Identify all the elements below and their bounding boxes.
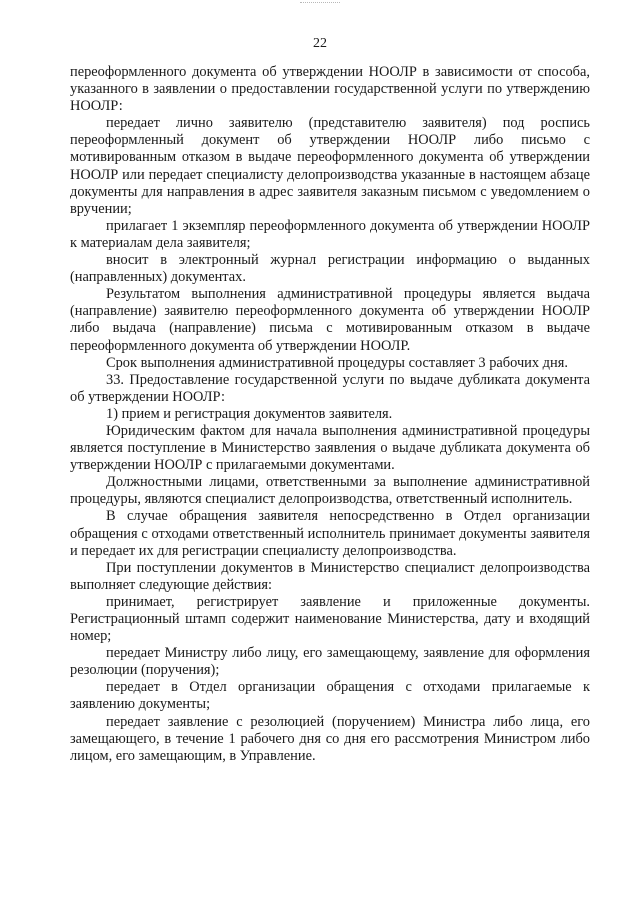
paragraph: передает Министру либо лицу, его замещающему, заявление для оформления резолюции (поручения); [70, 645, 590, 679]
section-heading-paragraph: 33. Предоставление государственной услуги по выдаче дубликата документа об утверждении НООЛР: [70, 371, 590, 405]
paragraph: Срок выполнения административной процедуры составляет 3 рабочих дня. [106, 354, 568, 371]
paragraph: В случае обращения заявителя непосредственно в Отдел организации обращения с отходами ответственный исполнитель принимает документы заявителя и передает их для регистрации специалисту делопроизводства. [70, 508, 590, 559]
document-body [70, 64, 590, 765]
scan-artifact [300, 2, 340, 5]
paragraph: передает заявление с резолюцией (поручением) Министра либо лица, его замещающего, в течение 1 рабочего дня со дня его рассмотрения Министром либо лицом, его замещающим, в Управление. [70, 713, 590, 764]
paragraph: прилагает 1 экземпляр переоформленного документа об утверждении НООЛР к материалам дела заявителя; [70, 217, 590, 251]
paragraph: принимает, регистрирует заявление и приложенные документы. Регистрационный штамп содержит наименование Министерства, дату и входящий номер; [70, 593, 590, 645]
page-number: 22 [313, 36, 327, 51]
paragraph: Результатом выполнения административной процедуры является выдача (направление) заявителю переоформленного документа об утверждении НООЛР либо выдача (направление) письма с мотивированным отказом в выдаче переоформленного документа об утверждении НООЛР. [70, 286, 590, 354]
list-item-paragraph: 1) прием и регистрация документов заявителя. [106, 405, 393, 422]
paragraph: передает лично заявителю (представителю заявителя) под роспись переоформленный документ об утверждении НООЛР либо письмо с мотивированным отказом в выдаче переоформленного документа об утверждении НООЛР или передает специалисту делопроизводства указанные в настоящем абзаце документы для направления в адрес заявителя заказным письмом с уведомлением о вручении; [70, 115, 590, 217]
paragraph: Должностными лицами, ответственными за выполнение административной процедуры, являются специалист делопроизводства, ответственный исполнитель. [70, 474, 590, 508]
paragraph: вносит в электронный журнал регистрации информацию о выданных (направленных) документах. [70, 252, 590, 286]
paragraph: передает в Отдел организации обращения с отходами прилагаемые к заявлению документы; [70, 679, 590, 713]
paragraph: При поступлении документов в Министерство специалист делопроизводства выполняет следующие действия: [70, 559, 590, 593]
paragraph: Юридическим фактом для начала выполнения административной процедуры является поступление в Министерство заявления о выдаче дубликата документа об утверждении НООЛР с прилагаемыми документами. [70, 422, 590, 474]
paragraph: переоформленного документа об утверждении НООЛР в зависимости от способа, указанного в заявлении о предоставлении государственной услуги по утверждению НООЛР: [70, 64, 590, 115]
